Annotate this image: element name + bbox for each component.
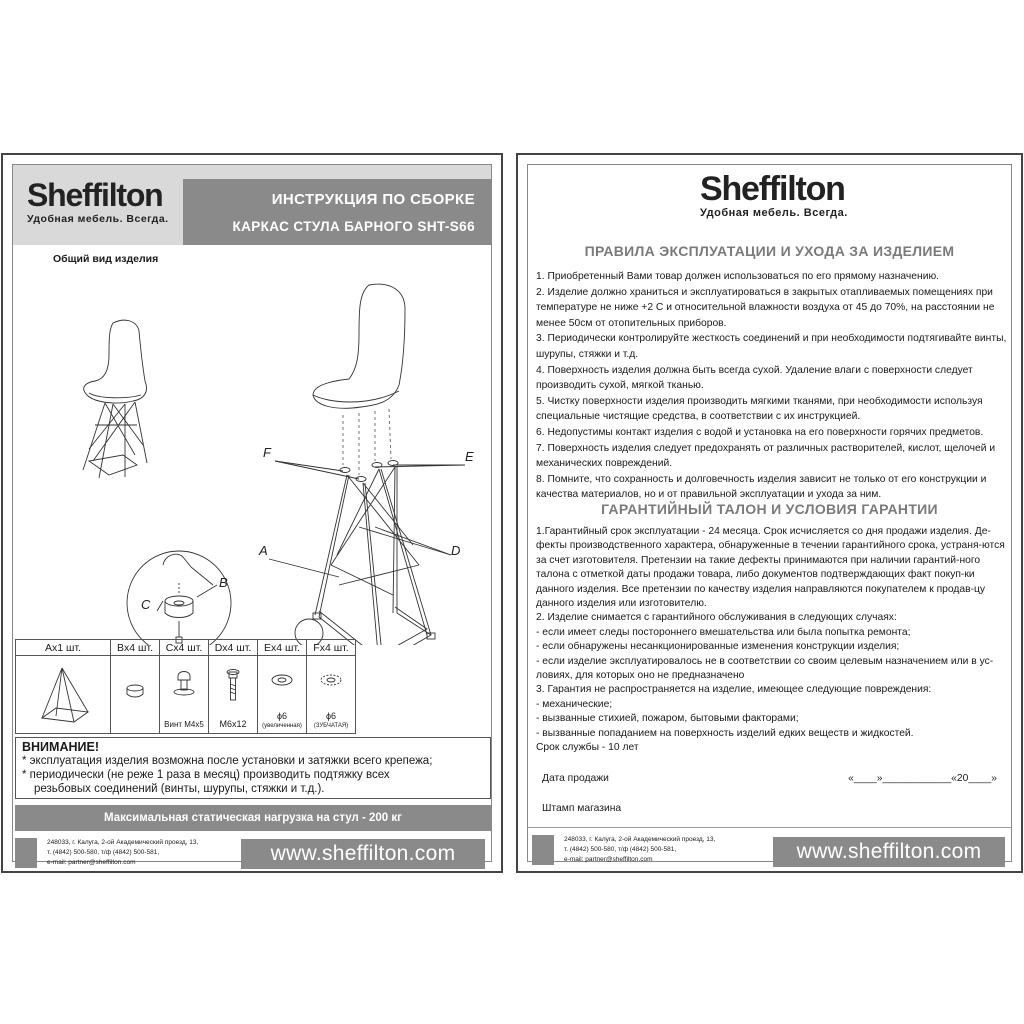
part-d-header: Dx4 шт. xyxy=(209,640,258,656)
rule-item: 4. Поверхность изделия должна быть всегда сухой. Удаление влаги с поверхности следует производить сухой, мягкой тканью. xyxy=(536,364,973,392)
email-line: e-mail: partner@sheffilton.com xyxy=(564,856,653,863)
toothed-washer-icon xyxy=(307,656,355,706)
website-url: www.sheffilton.com xyxy=(773,837,1005,867)
warning-title: ВНИМАНИЕ! xyxy=(22,740,99,754)
parts-list-table xyxy=(15,639,491,734)
general-view-label: Общий вид изделия xyxy=(53,253,159,265)
rule-item: 6. Недопустимы контакт изделия с водой и установка на его поверхности горячих предметов. xyxy=(536,426,984,438)
rule-item: 7. Поверхность изделия следует предохранять от различных растворителей, кислот, щелочей и механических повреждений. xyxy=(536,442,996,470)
part-a-header: Ax1 шт. xyxy=(16,640,111,656)
sale-date-blank: «____»____________«20____» xyxy=(848,773,997,784)
guarantee-item: - вызванные стихией, пожаром, бытовыми факторами; xyxy=(536,713,799,725)
guarantee-text xyxy=(536,525,1007,756)
guarantee-item: - если имеет следы постороннего вмешательства или была попытка ремонта; xyxy=(536,626,911,638)
footer-divider xyxy=(528,827,1011,828)
page-frame xyxy=(527,164,1012,862)
assembly-instructions-page xyxy=(1,153,503,873)
warning-line-3: резьбовых соединений (винты, шурупы, стяжки и т.д.). xyxy=(34,783,325,795)
guarantee-title: ГАРАНТИЙНЫЙ ТАЛОН И УСЛОВИЯ ГАРАНТИИ xyxy=(601,501,938,517)
exploded-chair-illustration xyxy=(269,284,465,645)
brand-logo xyxy=(27,179,169,225)
warning-line-2: * периодически (не реже 1 раза в месяц) производить подтяжку всех xyxy=(22,769,390,781)
callout-d: D xyxy=(451,543,461,558)
footer-address xyxy=(47,838,198,868)
address-line: 248033, г. Калуга, 2-ой Академический проезд, 13, xyxy=(564,836,716,843)
guarantee-item: 3. Гарантия не распространяется на изделие, имеющее следующие повреждения: xyxy=(536,684,932,696)
warning-line-1: * эксплуатация изделия возможна после установки и затяжки всего крепежа; xyxy=(22,755,433,767)
address-line: 248033, г. Калуга, 2-ой Академический проезд, 13, xyxy=(47,839,199,846)
assembly-drawing xyxy=(13,265,495,645)
part-b-header: Bx4 шт. xyxy=(111,640,160,656)
rule-item: 1. Приобретенный Вами товар должен использоваться по его прямому назначению. xyxy=(536,271,940,282)
callout-a: A xyxy=(259,543,268,558)
callout-b: B xyxy=(219,575,228,590)
screw-m4-icon xyxy=(160,656,208,716)
brand-logo xyxy=(700,170,848,219)
callout-e: E xyxy=(465,449,474,464)
email-line: e-mail: partner@sheffilton.com xyxy=(47,859,136,866)
part-c-header: Cx4 шт. xyxy=(160,640,209,656)
sale-date-label: Дата продажи xyxy=(542,773,609,784)
part-e-cell xyxy=(258,656,307,734)
part-a-cell xyxy=(16,656,111,734)
care-and-warranty-page xyxy=(516,153,1023,873)
phone-line: т. (4842) 500-580, т/ф (4842) 500-581, xyxy=(47,849,160,856)
page-title: ИНСТРУКЦИЯ ПО СБОРКЕ xyxy=(271,191,475,208)
brand-tagline: Удобная мебель. Всегда. xyxy=(27,213,169,225)
footer-square xyxy=(532,835,554,865)
product-title: КАРКАС СТУЛА БАРНОГО SHT-S66 xyxy=(232,219,475,234)
guarantee-item: - если изделие эксплуатировалось не в соответствии со своим целевым назначением или в ус-ловиях, для которых оно не предназначено xyxy=(536,655,994,682)
rule-item: 2. Изделие должно храниться и эксплуатироваться в закрытых отапливаемых помещениях при температуре не ниже +2 С и относительной влажности воздуха от 45 до 70%, на расстоянии не менее 50см от отопительных приборов. xyxy=(536,286,995,329)
overview-chair-illustration xyxy=(83,320,147,478)
store-stamp-label: Штамп магазина xyxy=(542,803,622,814)
part-f-subcaption: (ЗУБЧАТАЯ) xyxy=(313,723,349,729)
rule-item: 5. Чистку поверхности изделия производить мягкими тканями, при необходимости используя специальные чистящие средства, в соответствии с их инструкцией. xyxy=(536,395,983,423)
callout-c: C xyxy=(141,597,151,612)
part-c-cell xyxy=(160,656,209,734)
brand-tagline: Удобная мебель. Всегда. xyxy=(700,207,848,219)
rule-item: 3. Периодически контролируйте жесткость соединений и при необходимости подтягивайте винты, шурупы, стяжки и т.д. xyxy=(536,333,1007,360)
washer-icon xyxy=(258,656,306,706)
brand-name: Sheffilton xyxy=(700,170,845,208)
max-load-band: Максимальная статическая нагрузка на стул - 200 кг xyxy=(15,805,491,831)
part-d-caption: M6x12 xyxy=(219,719,247,729)
sale-date-row xyxy=(542,773,997,784)
guarantee-item: 2. Изделие снимается с гарантийного обслуживания в следующих случаях: xyxy=(536,612,897,624)
part-d-cell xyxy=(209,656,258,734)
part-f-header: Fx4 шт. xyxy=(307,640,356,656)
rule-item: 8. Помните, что сохранность и долговечность изделия зависит не только от его конструкции и качества материалов, но и от правильной эксплуатации и ухода за ним. xyxy=(536,473,987,501)
service-life: Срок службы - 10 лет xyxy=(536,742,639,754)
guarantee-item: - механические; xyxy=(536,698,613,710)
guarantee-item: - вызванные попаданием на поверхность изделий едких веществ и жидкостей. xyxy=(536,727,914,739)
bolt-m6-icon xyxy=(209,656,257,716)
phone-line: т. (4842) 500-580, т/ф (4842) 500-581, xyxy=(564,846,677,853)
frame-part-icon xyxy=(16,656,110,730)
foot-cap-icon xyxy=(111,656,159,730)
footer-square xyxy=(15,838,37,868)
part-b-cell xyxy=(111,656,160,734)
callout-f: F xyxy=(263,445,271,460)
title-band xyxy=(183,179,491,245)
page-frame xyxy=(12,164,492,866)
rules-title: ПРАВИЛА ЭКСПЛУАТАЦИИ И УХОДА ЗА ИЗДЕЛИЕМ xyxy=(584,243,955,259)
part-e-header: Ex4 шт. xyxy=(258,640,307,656)
part-e-subcaption: (увеличенная) xyxy=(262,723,302,729)
warning-box xyxy=(15,737,491,799)
part-f-cell xyxy=(307,656,356,734)
part-c-caption: Винт M4x5 xyxy=(164,720,204,729)
website-url: www.sheffilton.com xyxy=(241,839,485,869)
guarantee-item: - если обнаружены несанкционированные изменения конструкции изделия; xyxy=(536,641,900,653)
part-f-caption: ϕ6 xyxy=(325,711,337,721)
footer-address xyxy=(564,835,715,865)
part-e-caption: ϕ6 xyxy=(276,711,288,721)
brand-name: Sheffilton xyxy=(27,177,163,213)
guarantee-item: 1.Гарантийный срок эксплуатации - 24 месяца. Срок исчисляется со дня продажи изделия. Де-фекты производственного характера, обнаруженные в течении гарантийного срока, устраня-ются за счет изготовителя. Претензии на такие дефекты принимаются при наличии гарантий-ного талона с отметкой даты продажи товара, либо документов подтверждающих факт покуп-ки данного изделия. Все претензии по качеству изделия направляются покупателем к продав-цу данного изделия или изготовителю. xyxy=(536,526,1005,610)
rules-list xyxy=(536,269,1007,503)
